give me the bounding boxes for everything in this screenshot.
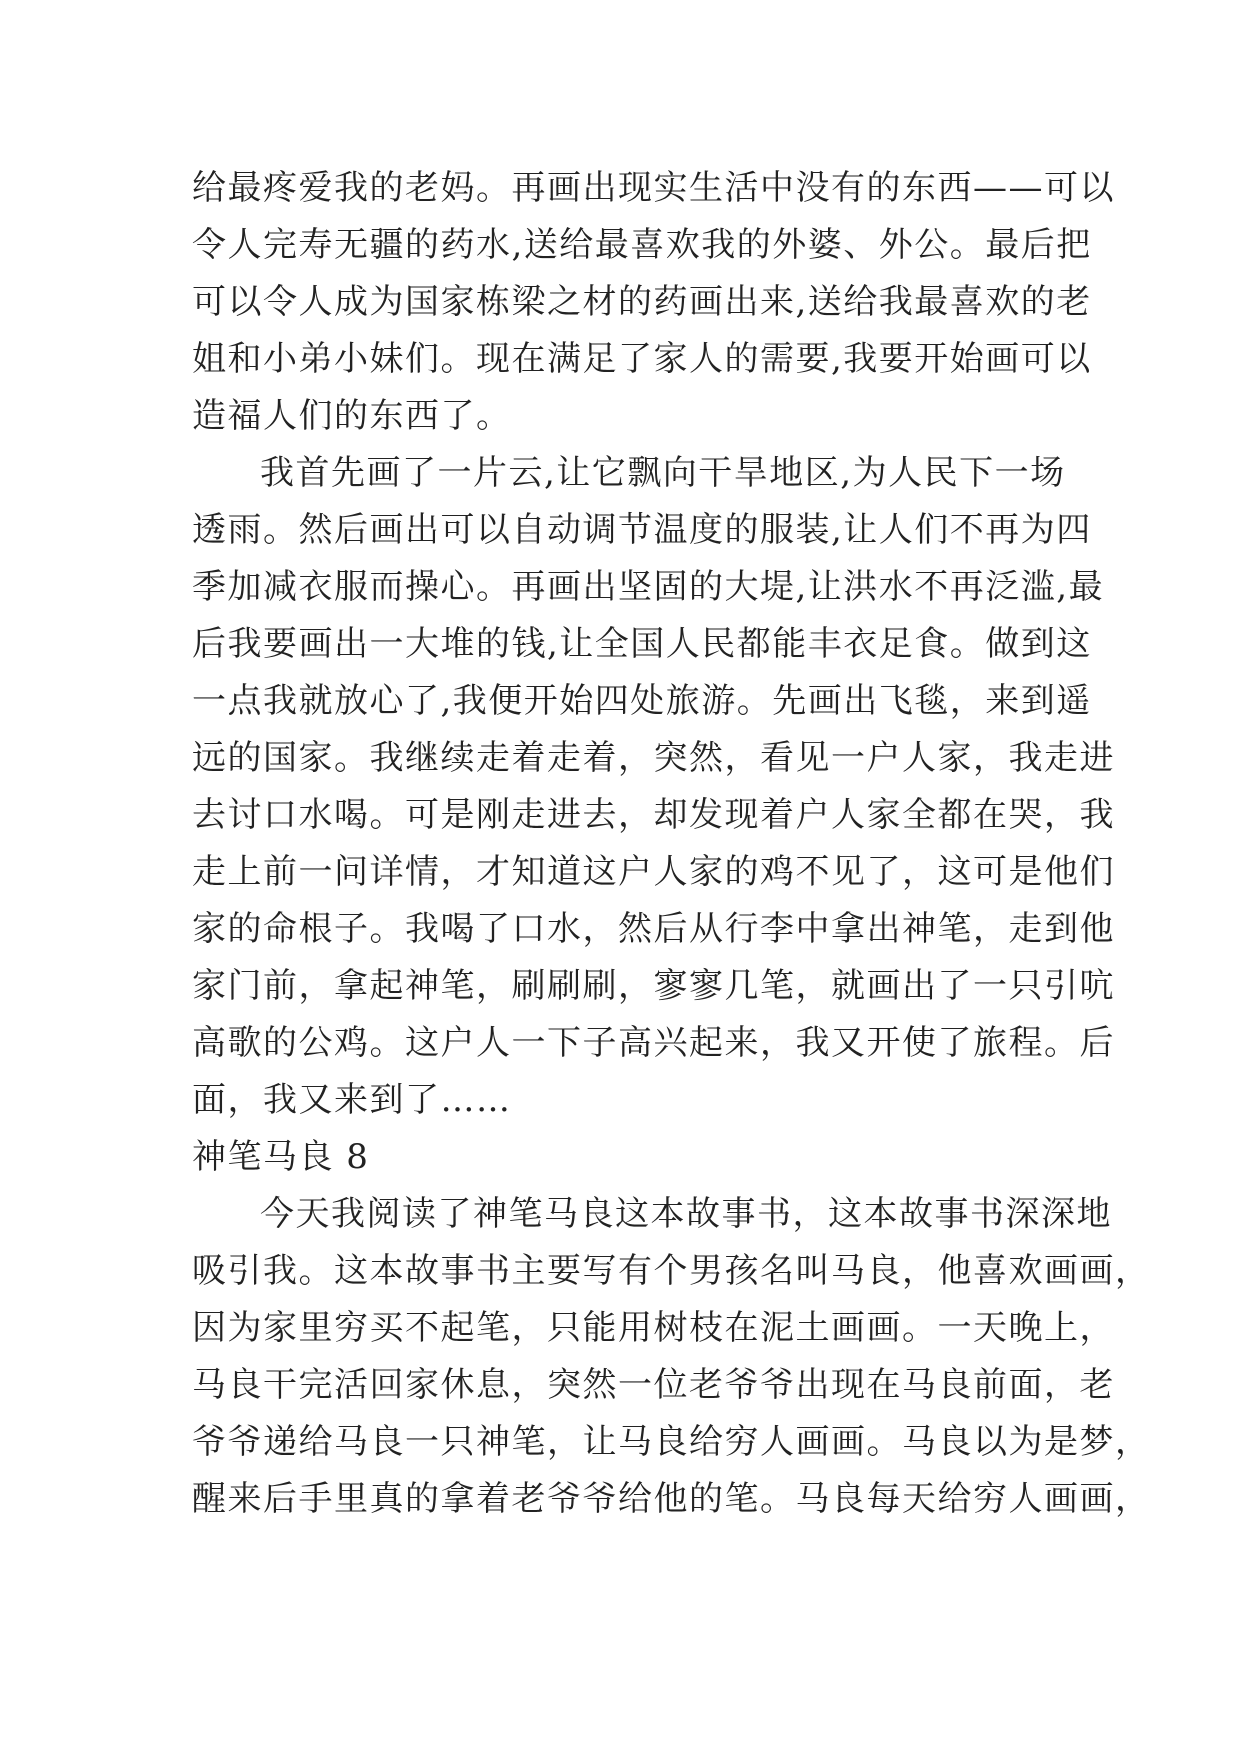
text-line: 季加减衣服而操心。再画出坚固的大堤,让洪水不再泛滥,最 (192, 567, 1105, 607)
text-line: 给最疼爱我的老妈。再画出现实生活中没有的东西——可以 (192, 168, 1115, 208)
text-line: 面，我又来到了…… (192, 1080, 512, 1120)
section-heading: 神笔马良 8 (192, 1137, 370, 1177)
text-line: 我首先画了一片云,让它飘向干旱地区,为人民下一场 (260, 453, 1066, 493)
text-line: 因为家里穷买不起笔，只能用树枝在泥土画画。一天晚上， (192, 1308, 1115, 1348)
paragraph-3 (192, 1186, 1151, 1528)
text-line: 去讨口水喝。可是刚走进去，却发现着户人家全都在哭，我 (192, 795, 1115, 835)
paragraph-2 (192, 445, 1115, 1129)
text-line: 透雨。然后画出可以自动调节温度的服装,让人们不再为四 (192, 510, 1092, 550)
text-line: 姐和小弟小妹们。现在满足了家人的需要,我要开始画可以 (192, 339, 1092, 379)
text-line: 家的命根子。我喝了口水，然后从行李中拿出神笔，走到他 (192, 909, 1115, 949)
text-line: 走上前一问详情，才知道这户人家的鸡不见了，这可是他们 (192, 852, 1115, 892)
text-line: 一点我就放心了,我便开始四处旅游。先画出飞毯，来到遥 (192, 681, 1092, 721)
text-line: 远的国家。我继续走着走着，突然，看见一户人家，我走进 (192, 738, 1115, 778)
document-page (192, 160, 1151, 1528)
text-line: 后我要画出一大堆的钱,让全国人民都能丰衣足食。做到这 (192, 624, 1092, 664)
text-line: 今天我阅读了神笔马良这本故事书，这本故事书深深地 (260, 1194, 1112, 1234)
text-line: 家门前，拿起神笔，刷刷刷，寥寥几笔，就画出了一只引吭 (192, 966, 1115, 1006)
paragraph-1 (192, 160, 1115, 445)
text-line: 可以令人成为国家栋梁之材的药画出来,送给我最喜欢的老 (192, 282, 1092, 322)
text-line: 马良干完活回家休息，突然一位老爷爷出现在马良前面，老 (192, 1365, 1115, 1405)
text-line: 造福人们的东西了。 (192, 396, 512, 436)
text-line: 高歌的公鸡。这户人一下子高兴起来，我又开使了旅程。后 (192, 1023, 1115, 1063)
text-line: 醒来后手里真的拿着老爷爷给他的笔。马良每天给穷人画画， (192, 1479, 1151, 1519)
text-line: 爷爷递给马良一只神笔，让马良给穷人画画。马良以为是梦， (192, 1422, 1151, 1462)
text-line: 吸引我。这本故事书主要写有个男孩名叫马良，他喜欢画画， (192, 1251, 1151, 1291)
text-line: 令人完寿无疆的药水,送给最喜欢我的外婆、外公。最后把 (192, 225, 1092, 265)
